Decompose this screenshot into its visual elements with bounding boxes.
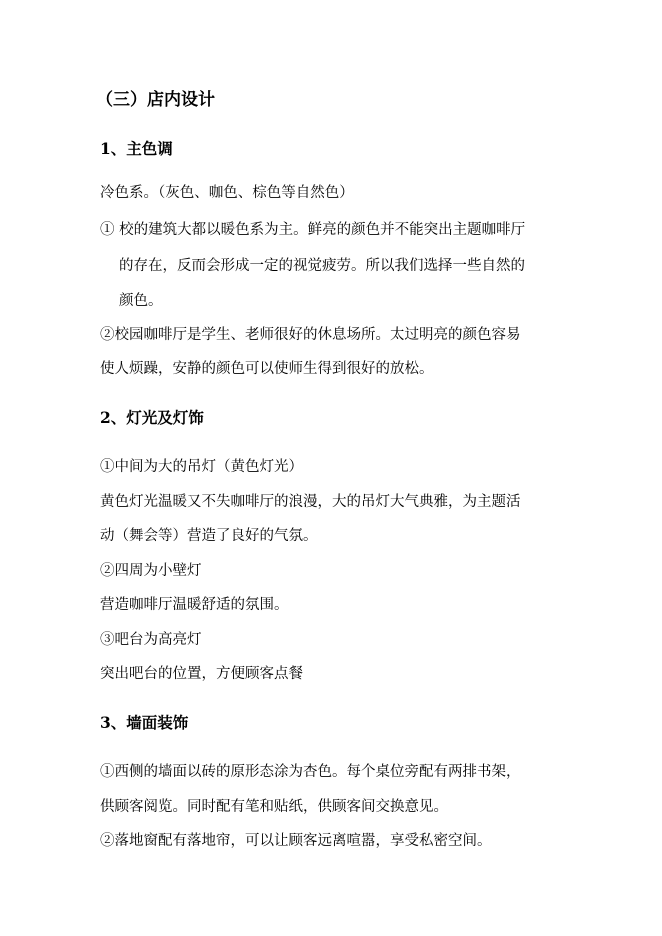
paragraph-line: ③吧台为高亮灯 — [100, 632, 202, 648]
paragraph-line: ①西侧的墙面以砖的原形态涂为杏色。每个桌位旁配有两排书架， — [100, 764, 521, 780]
paragraph-line: 颜色。 — [119, 293, 163, 309]
paragraph-line: 冷色系。（灰色、咖色、棕色等自然色） — [100, 185, 354, 201]
paragraph-line: 营造咖啡厅温暖舒适的氛围。 — [100, 597, 289, 613]
heading-main-color: 1、主色调 — [100, 139, 173, 158]
heading-lighting: 2、灯光及灯饰 — [100, 408, 204, 427]
paragraph-line: ②落地窗配有落地帘，可以让顾客远离喧嚣，享受私密空间。 — [100, 833, 492, 849]
paragraph-line: 使人烦躁，安静的颜色可以使师生得到很好的放松。 — [100, 361, 434, 377]
paragraph-line: 黄色灯光温暖又不失咖啡厅的浪漫，大的吊灯大气典雅，为主题活 — [100, 494, 521, 510]
paragraph-line: 供顾客阅览。同时配有笔和贴纸，供顾客间交换意见。 — [100, 799, 448, 815]
heading-wall-decoration: 3、墙面装饰 — [100, 713, 189, 732]
paragraph-line: 的存在，反而会形成一定的视觉疲劳。所以我们选择一些自然的 — [119, 258, 525, 274]
paragraph-line: ①中间为大的吊灯（黄色灯光） — [100, 459, 303, 475]
section-title: （三）店内设计 — [96, 90, 215, 110]
paragraph-line: 动（舞会等）营造了良好的气氛。 — [100, 528, 318, 544]
paragraph-line: ②校园咖啡厅是学生、老师很好的休息场所。太过明亮的颜色容易 — [100, 327, 521, 343]
paragraph-line: ②四周为小壁灯 — [100, 563, 202, 579]
paragraph-line: 突出吧台的位置，方便顾客点餐 — [100, 666, 303, 682]
paragraph-line: ① 校的建筑大都以暖色系为主。鲜亮的颜色并不能突出主题咖啡厅 — [100, 222, 526, 238]
